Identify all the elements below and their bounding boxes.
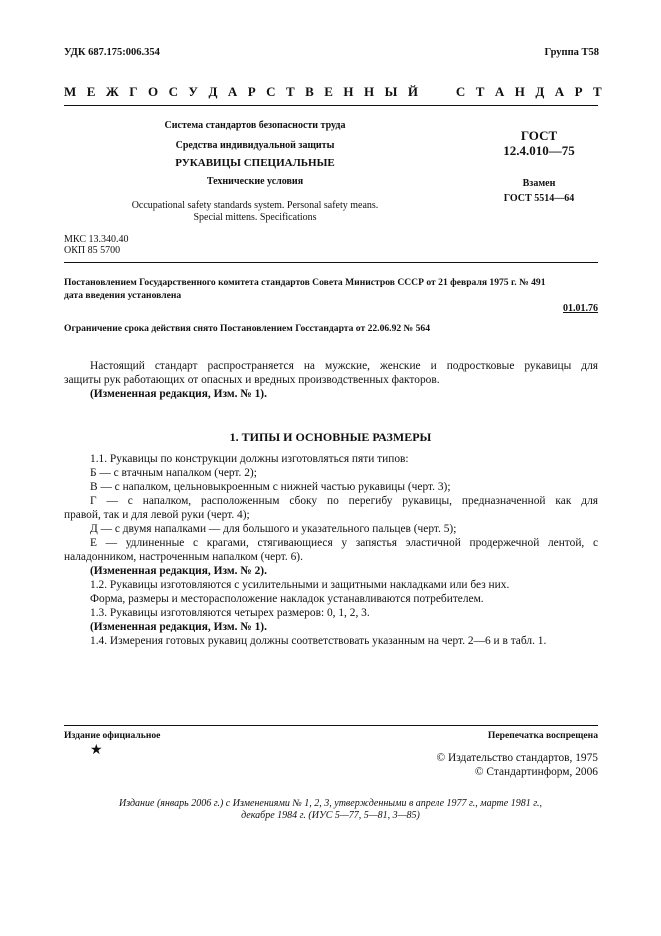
- banner-letter: Е: [86, 84, 96, 99]
- banner-letter: Д: [535, 84, 545, 99]
- replace-label: Взамен: [522, 178, 556, 189]
- intro-line1: Настоящий стандарт распространяется на мужские, женские и подростковые рукавицы для: [90, 360, 598, 372]
- clause-1-4: 1.4. Измерения готовых рукавиц должны соответствовать указанным на черт. 2—6 и в табл. 1.: [90, 635, 547, 647]
- banner-letter: О: [147, 84, 159, 99]
- footer-divider: [64, 725, 598, 726]
- decree-introduced: дата введения установлена: [64, 290, 182, 301]
- introduction-date: 01.01.76: [563, 303, 598, 314]
- banner-letter: С: [266, 84, 276, 99]
- banner-letter: А: [494, 84, 505, 99]
- validity-limit-note: Ограничение срока действия снято Постановлением Госстандарта от 22.06.92 № 564: [64, 323, 430, 334]
- banner-letter: [442, 84, 445, 100]
- banner-letter: Г: [129, 84, 138, 99]
- english-title-line1: Occupational safety standards system. Personal safety means.: [131, 200, 379, 211]
- clause-1-2-overlays: Форма, размеры и месторасположение накладок устанавливаются потребителем.: [90, 593, 484, 605]
- banner-letter: [428, 84, 431, 100]
- type-d: Д — с двумя напалками — для большого и указательного пальцев (черт. 5);: [90, 523, 457, 535]
- replace-value: ГОСТ 5514—64: [503, 193, 575, 204]
- top-divider: [64, 105, 598, 106]
- banner-letter: Ы: [384, 84, 398, 99]
- clause-1-3: 1.3. Рукавицы изготовляются четырех размеров: 0, 1, 2, 3.: [90, 607, 370, 619]
- system-name: Система стандартов безопасности труда: [164, 120, 346, 131]
- edition-note-line1: Издание (январь 2006 г.) с Изменениями № 1, 2, 3, утвержденными в апреле 1977 г., марте 1981 г.,: [119, 798, 542, 809]
- document-title: РУКАВИЦЫ СПЕЦИАЛЬНЫЕ: [175, 157, 335, 169]
- edition-note-line2: декабре 1984 г. (ИУС 5—77, 5—81, 3—85): [241, 810, 420, 821]
- banner-letter: С: [168, 84, 178, 99]
- banner-letter: Н: [343, 84, 354, 99]
- gost-number: 12.4.010—75: [503, 143, 575, 158]
- english-title-line2: Special mittens. Specifications: [193, 212, 317, 223]
- copyright-2006: © Стандартинформ, 2006: [474, 766, 598, 778]
- document-subtitle: Технические условия: [206, 176, 304, 187]
- okp-code: ОКП 85 5700: [64, 245, 121, 256]
- type-v: В — с напалком, цельновыкроенным с нижней частью рукавицы (черт. 3);: [90, 481, 451, 493]
- gost-label: ГОСТ: [520, 128, 558, 143]
- official-edition: Издание официальное: [64, 730, 161, 741]
- intro-amendment: (Измененная редакция, Изм. № 1).: [90, 388, 267, 400]
- group-code: Группа Т58: [544, 47, 599, 58]
- banner-letter: Н: [514, 84, 525, 99]
- banner-letter: Т: [475, 84, 485, 99]
- type-b: Б — с втачным напалком (черт. 2);: [90, 467, 257, 479]
- clause-1-1: 1.1. Рукавицы по конструкции должны изготовляться пяти типов:: [90, 453, 409, 465]
- banner-letter: Й: [407, 84, 418, 99]
- banner-letter: Д: [208, 84, 218, 99]
- banner-letter: Т: [593, 84, 602, 99]
- mks-code: МКС 13.340.40: [64, 234, 129, 245]
- codes-divider: [64, 262, 598, 263]
- star-icon: ★: [90, 743, 103, 758]
- udk-code: УДК 687.175:006.354: [64, 47, 160, 58]
- banner-letter: Р: [247, 84, 256, 99]
- banner-letter: Е: [324, 84, 333, 99]
- banner-letter: В: [305, 84, 314, 99]
- banner-letter: М: [64, 84, 77, 99]
- amendment-2: (Измененная редакция, Изм. № 2).: [90, 565, 267, 577]
- clause-1-2: 1.2. Рукавицы изготовляются с усилительными и защитными накладками или без них.: [90, 579, 510, 591]
- means-name: Средства индивидуальной защиты: [175, 140, 335, 151]
- banner-letter: Т: [286, 84, 295, 99]
- intro-line2: защиты рук работающих от опасных и вредных производственных факторов.: [64, 374, 440, 386]
- banner-letter: У: [188, 84, 198, 99]
- type-g-line1: Г — с напалком, расположенным сбоку по перегибу рукавицы, предназначенной как для: [90, 495, 598, 507]
- section-heading: 1. ТИПЫ И ОСНОВНЫЕ РАЗМЕРЫ: [229, 430, 432, 444]
- interstate-standard-banner: [64, 84, 602, 100]
- copyright-1975: © Издательство стандартов, 1975: [436, 752, 598, 764]
- type-g-line2: правой, так и для левой руки (черт. 4);: [64, 509, 250, 521]
- amendment-1: (Измененная редакция, Изм. № 1).: [90, 621, 267, 633]
- decree-line: Постановлением Государственного комитета стандартов Совета Министров СССР от 21 февраля 1975 г. № 491: [64, 277, 546, 288]
- banner-letter: С: [455, 84, 466, 99]
- banner-letter: А: [227, 84, 238, 99]
- reprint-prohibited: Перепечатка воспрещена: [487, 730, 598, 741]
- type-e-line1: Е — удлиненные с крагами, стягивающиеся у запястья эластичной продержечной лентой, с: [90, 537, 598, 549]
- banner-letter: Р: [574, 84, 583, 99]
- banner-letter: А: [554, 84, 565, 99]
- banner-letter: Ж: [105, 84, 119, 99]
- banner-letter: Н: [364, 84, 375, 99]
- type-e-line2: наладонником, настроченным напалком (черт. 6).: [64, 551, 303, 563]
